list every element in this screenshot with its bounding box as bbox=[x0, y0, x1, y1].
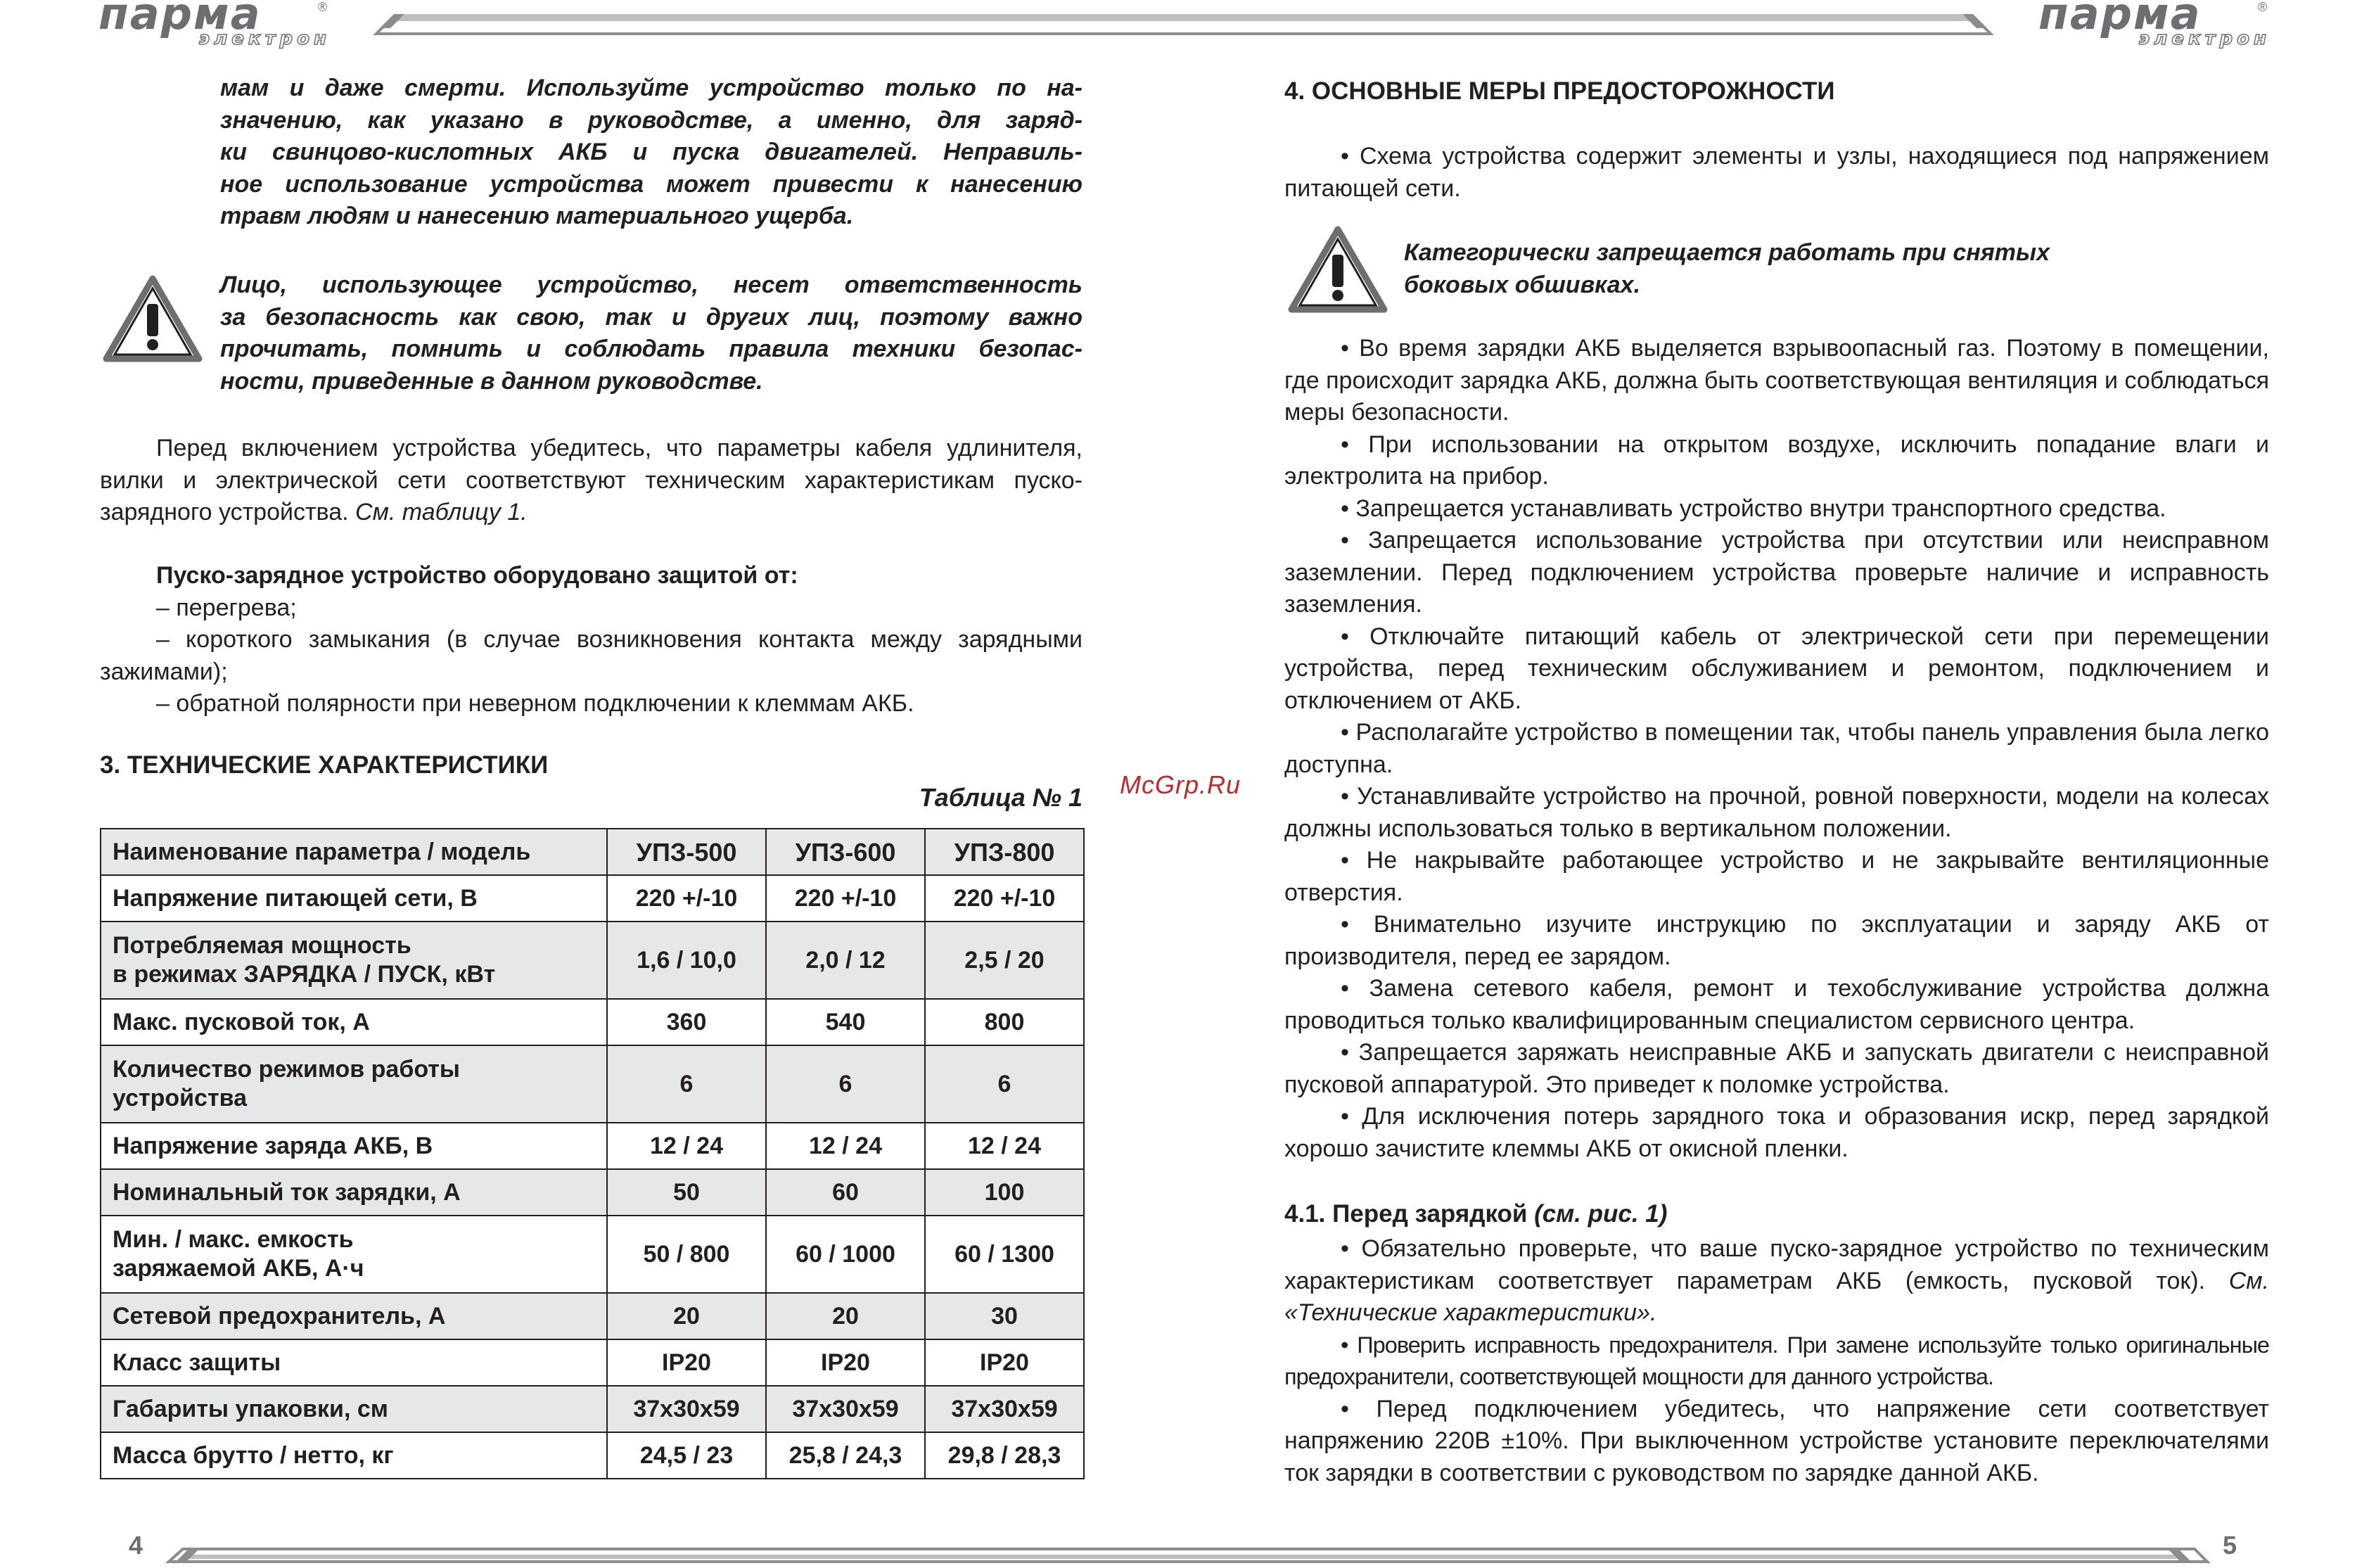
table-row bbox=[101, 1169, 1084, 1216]
row-label: Напряжение питающей сети, В bbox=[101, 875, 607, 922]
list-item: • Для исключения потерь зарядного тока и образования искр, перед зарядкой хорошо зачистите клеммы АКБ от окисной пленки. bbox=[1284, 1103, 2269, 1162]
brand-sub: электрон bbox=[198, 28, 331, 49]
list-item: • Перед подключением убедитесь, что напряжение сети соответствует напряжению 220В ±10%. При выключенном устройстве установите переключателями ток зарядки в соответствии с руководством по зарядке данной АКБ. bbox=[1284, 1395, 2269, 1486]
protection-item: – перегрева; bbox=[156, 594, 297, 621]
brand-logo-right bbox=[2038, 0, 2271, 48]
brand-logo-left bbox=[98, 0, 331, 48]
warning-icon bbox=[1287, 224, 1389, 315]
table-row bbox=[101, 999, 1084, 1045]
intro-line: ки свинцово-кислотных АКБ и пуска двигателей. Неправиль- bbox=[220, 139, 1083, 165]
row-value: 12 / 24 bbox=[607, 1123, 766, 1169]
list-item: • Не накрывайте работающее устройство и не закрывайте вентиляционные отверстия. bbox=[1284, 847, 2269, 906]
brand-reg-left: ® bbox=[318, 0, 328, 14]
row-value: 540 bbox=[766, 999, 925, 1045]
intro-line: значению, как указано в руководстве, а именно, для заряд- bbox=[220, 106, 1083, 134]
row-label: Габариты упаковки, см bbox=[101, 1386, 607, 1432]
bullet-text: • Схема устройства содержит элементы и узлы, находящиеся под напряжением питающей сети. bbox=[1284, 143, 2269, 202]
row-value: 6 bbox=[925, 1045, 1084, 1123]
list-item: • Внимательно изучите инструкцию по эксплуатации и заряду АКБ от производителя, перед ее зарядом. bbox=[1284, 911, 2269, 970]
table-row bbox=[101, 1045, 1084, 1123]
table-row bbox=[101, 1293, 1084, 1339]
row-value: IP20 bbox=[925, 1339, 1084, 1386]
section-title-tech: 3. ТЕХНИЧЕСКИЕ ХАРАКТЕРИСТИКИ bbox=[100, 751, 549, 779]
row-value: 220 +/-10 bbox=[607, 875, 766, 922]
list-item: • При использовании на открытом воздухе, исключить попадание влаги и электролита на прибор. bbox=[1284, 431, 2269, 490]
safety-first-bullet bbox=[1284, 141, 2269, 205]
row-value: 60 / 1300 bbox=[925, 1216, 1084, 1293]
protection-block bbox=[100, 560, 1083, 720]
row-value: 25,8 / 24,3 bbox=[766, 1432, 925, 1479]
row-value: 2,5 / 20 bbox=[925, 922, 1084, 999]
intro-line: мам и даже смерти. Используйте устройство только по на- bbox=[220, 75, 1083, 101]
table-row bbox=[101, 1216, 1084, 1293]
list-item: • Устанавливайте устройство на прочной, ровной поверхности, модели на колесах должны использоваться только в вертикальном положении. bbox=[1284, 783, 2269, 842]
row-value: 6 bbox=[766, 1045, 925, 1123]
warning-line: Категорически запрещается работать при снятых bbox=[1404, 239, 2050, 266]
intro-line: травм людям и нанесению материального ущерба. bbox=[220, 203, 854, 229]
table-header-cell: УПЗ-600 bbox=[766, 829, 925, 875]
row-value: 1,6 / 10,0 bbox=[607, 922, 766, 999]
header-decoration bbox=[0, 0, 2369, 42]
table-header-cell: УПЗ-800 bbox=[925, 829, 1084, 875]
right-warning bbox=[1404, 237, 2269, 301]
row-value: 2,0 / 12 bbox=[766, 922, 925, 999]
row-label: Масса брутто / нетто, кг bbox=[101, 1432, 607, 1479]
cable-paragraph bbox=[100, 433, 1083, 529]
row-value: 20 bbox=[607, 1293, 766, 1339]
cable-ref: См. таблицу 1. bbox=[355, 499, 528, 525]
page-number-right: 5 bbox=[2223, 1531, 2237, 1560]
subsection-ref: (см. рис. 1) bbox=[1534, 1200, 1668, 1228]
table-row bbox=[101, 1123, 1084, 1169]
row-value: 37x30x59 bbox=[925, 1386, 1084, 1432]
row-label: Класс защиты bbox=[101, 1339, 607, 1386]
row-label: Мин. / макс. емкость заряжаемой АКБ, А·ч bbox=[101, 1216, 607, 1293]
section-title-safety: 4. ОСНОВНЫЕ МЕРЫ ПРЕДОСТОРОЖНОСТИ bbox=[1284, 77, 1835, 105]
table-header-cell: Наименование параметра / модель bbox=[101, 829, 607, 875]
list-item: • Располагайте устройство в помещении так, чтобы панель управления была легко доступна. bbox=[1284, 719, 2269, 778]
charging-bullets bbox=[1284, 1233, 2269, 1489]
list-item: • Запрещается заряжать неисправные АКБ и запускать двигатели с неисправной пусковой аппаратурой. Это приведет к поломке устройства. bbox=[1284, 1039, 2269, 1098]
brand-name: парма bbox=[98, 0, 262, 39]
brand-sub: электрон bbox=[2138, 28, 2271, 49]
table-header-cell: УПЗ-500 bbox=[607, 829, 766, 875]
row-value: 20 bbox=[766, 1293, 925, 1339]
watermark: McGrp.Ru bbox=[1120, 770, 1241, 799]
list-item: • Отключайте питающий кабель от электрической сети при перемещении устройства, перед техническим обслуживанием и ремонтом, подключением и отключением от АКБ. bbox=[1284, 623, 2269, 714]
list-item: • Проверить исправность предохранителя. При замене используйте только оригинальные предохранители, соответствующей мощности для данного устройства. bbox=[1284, 1332, 2269, 1389]
row-value: 37x30x59 bbox=[766, 1386, 925, 1432]
row-value: 60 bbox=[766, 1169, 925, 1216]
row-value: 50 bbox=[607, 1169, 766, 1216]
row-value: 800 bbox=[925, 999, 1084, 1045]
table-row bbox=[101, 922, 1084, 999]
row-value: 12 / 24 bbox=[925, 1123, 1084, 1169]
row-value: 12 / 24 bbox=[766, 1123, 925, 1169]
row-value: 360 bbox=[607, 999, 766, 1045]
table-row bbox=[101, 875, 1084, 922]
safety-bullets bbox=[1284, 333, 2269, 1165]
row-value: 50 / 800 bbox=[607, 1216, 766, 1293]
row-label: Сетевой предохранитель, А bbox=[101, 1293, 607, 1339]
warning-line: боковых обшивках. bbox=[1404, 271, 1641, 298]
row-value: 37x30x59 bbox=[607, 1386, 766, 1432]
subsection-title bbox=[1284, 1200, 1667, 1228]
table-row bbox=[101, 1386, 1084, 1432]
page-number-left: 4 bbox=[129, 1531, 143, 1560]
protection-item: – обратной полярности при неверном подключении к клеммам АКБ. bbox=[156, 690, 914, 717]
brand-reg-right: ® bbox=[2258, 0, 2268, 14]
row-value: 100 bbox=[925, 1169, 1084, 1216]
row-value: 24,5 / 23 bbox=[607, 1432, 766, 1479]
row-value: 29,8 / 28,3 bbox=[925, 1432, 1084, 1479]
warning-line: Лицо, использующее устройство, несет ответственность bbox=[220, 272, 1083, 298]
table-row bbox=[101, 1339, 1084, 1386]
spec-table bbox=[100, 828, 1085, 1479]
row-label: Потребляемая мощность в режимах ЗАРЯДКА / ПУСК, кВт bbox=[101, 922, 607, 999]
list-item: • Замена сетевого кабеля, ремонт и техобслуживание устройства должна проводиться только квалифицированным специалистом сервисного центра. bbox=[1284, 975, 2269, 1034]
row-value: 30 bbox=[925, 1293, 1084, 1339]
protection-title: Пуско-зарядное устройство оборудовано защитой от: bbox=[156, 562, 798, 589]
table-caption: Таблица № 1 bbox=[919, 783, 1083, 812]
list-item: • Запрещается использование устройства при отсутствии или неисправном заземлении. Перед подключением устройства проверьте наличие и исправность заземления. bbox=[1284, 527, 2269, 618]
warning-line: за безопасность как свою, так и других лиц, поэтому важно bbox=[220, 303, 1083, 331]
intro-line: ное использование устройства может привести к нанесению bbox=[220, 170, 1083, 198]
row-value: IP20 bbox=[766, 1339, 925, 1386]
row-value: 220 +/-10 bbox=[766, 875, 925, 922]
row-value: 60 / 1000 bbox=[766, 1216, 925, 1293]
row-value: 220 +/-10 bbox=[925, 875, 1084, 922]
table-header-row bbox=[101, 829, 1084, 875]
cable-text: Перед включением устройства убедитесь, что параметры кабеля удлинителя, вилки и электрической сети соответствуют техническим характеристикам пуско-зарядного устройства. bbox=[100, 435, 1083, 525]
footer-decoration bbox=[0, 1534, 2369, 1568]
row-label: Номинальный ток зарядки, А bbox=[101, 1169, 607, 1216]
brand-name: парма bbox=[2038, 0, 2202, 39]
list-item: • Во время зарядки АКБ выделяется взрывоопасный газ. Поэтому в помещении, где происходит зарядка АКБ, должна быть соответствующая вентиляция и соблюдаться меры безопасности. bbox=[1284, 335, 2269, 426]
warning-line: прочитать, помнить и соблюдать правила техники безопас- bbox=[220, 336, 1083, 362]
subsection-title-text: 4.1. Перед зарядкой bbox=[1284, 1200, 1528, 1228]
row-label: Напряжение заряда АКБ, В bbox=[101, 1123, 607, 1169]
row-label: Макс. пусковой ток, А bbox=[101, 999, 607, 1045]
row-value: 6 bbox=[607, 1045, 766, 1123]
list-item: • Запрещается устанавливать устройство внутри транспортного средства. bbox=[1341, 495, 2166, 522]
table-row bbox=[101, 1432, 1084, 1479]
protection-item: – короткого замыкания (в случае возникновения контакта между зарядными зажимами); bbox=[100, 626, 1083, 685]
list-item: • Обязательно проверьте, что ваше пуско-зарядное устройство по техническим характеристикам соответствует параметрам АКБ (емкость, пусковой ток). См. «Технические характеристики». bbox=[1284, 1235, 2270, 1326]
warning-icon bbox=[102, 273, 204, 364]
row-label: Количество режимов работы устройства bbox=[101, 1045, 607, 1123]
left-intro bbox=[220, 72, 1083, 233]
warning-line: ности, приведенные в данном руководстве. bbox=[220, 367, 763, 395]
row-value: IP20 bbox=[607, 1339, 766, 1386]
left-warning bbox=[220, 269, 1083, 397]
